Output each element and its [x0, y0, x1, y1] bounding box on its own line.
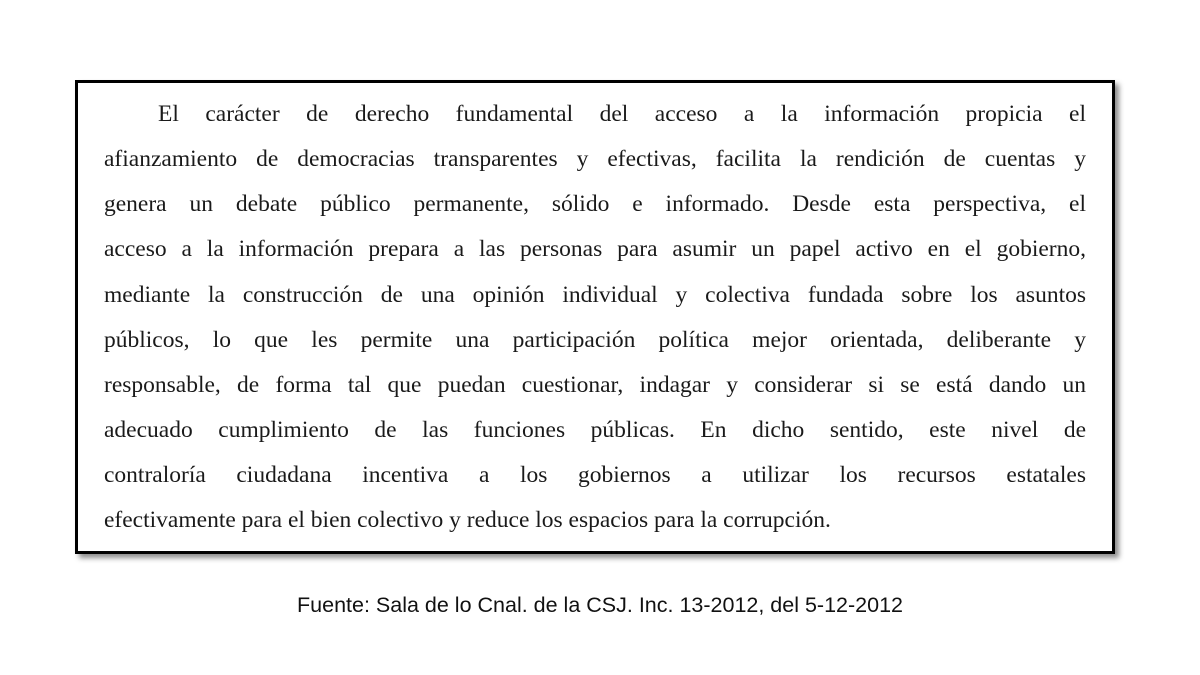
quote-line: El carácter de derecho fundamental del acceso a la información propicia el	[158, 101, 1086, 127]
quote-line: afianzamiento de democracias transparentes y efectivas, facilita la rendición de cuentas y	[104, 146, 1086, 172]
quote-line: genera un debate público permanente, sólido e informado. Desde esta perspectiva, el	[104, 191, 1086, 217]
quote-box	[75, 80, 1115, 554]
quote-line: públicos, lo que les permite una participación política mejor orientada, deliberante y	[104, 327, 1086, 353]
source-caption: Fuente: Sala de lo Cnal. de la CSJ. Inc. 13-2012, del 5-12-2012	[297, 593, 903, 617]
quote-line: acceso a la información prepara a las personas para asumir un papel activo en el gobierno,	[104, 236, 1086, 262]
quote-line: responsable, de forma tal que puedan cuestionar, indagar y considerar si se está dando un	[104, 372, 1086, 398]
quote-line: efectivamente para el bien colectivo y reduce los espacios para la corrupción.	[104, 507, 831, 533]
quote-line: mediante la construcción de una opinión individual y colectiva fundada sobre los asuntos	[104, 282, 1086, 308]
quote-line: adecuado cumplimiento de las funciones públicas. En dicho sentido, este nivel de	[104, 417, 1086, 443]
quote-line: contraloría ciudadana incentiva a los gobiernos a utilizar los recursos estatales	[104, 462, 1086, 488]
